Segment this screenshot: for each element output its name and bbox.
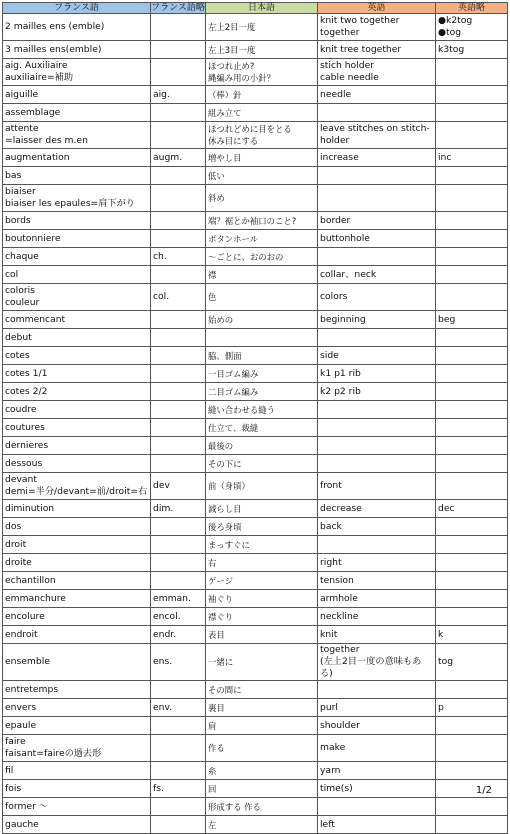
french-cell: dessous [3, 455, 151, 473]
japanese-cell: ゲージ [206, 572, 318, 590]
table-row [3, 500, 508, 518]
english-cell [318, 104, 436, 122]
english-cell: knit tree together [318, 41, 436, 59]
french-abbr-cell [151, 681, 206, 699]
french-abbr-cell [151, 347, 206, 365]
english-abbr-cell [436, 248, 508, 266]
french-cell: attente =laisser des m.en [3, 122, 151, 149]
english-abbr-cell [436, 554, 508, 572]
english-abbr-cell [436, 455, 508, 473]
french-abbr-cell: aig. [151, 86, 206, 104]
french-abbr-cell [151, 365, 206, 383]
english-cell: leave stitches on stitch- holder [318, 122, 436, 149]
french-cell: 2 mailles ens (emble) [3, 14, 151, 41]
french-cell: bords [3, 212, 151, 230]
french-cell: fois [3, 780, 151, 798]
japanese-cell: 二目ゴム編み [206, 383, 318, 401]
english-abbr-cell [436, 383, 508, 401]
french-cell: bas [3, 167, 151, 185]
japanese-cell: 後ろ身頃 [206, 518, 318, 536]
japanese-cell: 回 [206, 780, 318, 798]
japanese-cell: 最後の [206, 437, 318, 455]
french-abbr-cell: dev [151, 473, 206, 500]
french-abbr-cell [151, 735, 206, 762]
table-row [3, 167, 508, 185]
english-abbr-cell: tog [436, 644, 508, 681]
table-row [3, 518, 508, 536]
english-cell [318, 536, 436, 554]
english-cell [318, 401, 436, 419]
english-cell [318, 167, 436, 185]
japanese-cell: 左上2目一度 [206, 14, 318, 41]
japanese-cell: 始めの [206, 311, 318, 329]
header-japanese: 日本語 [206, 3, 318, 14]
english-abbr-cell [436, 572, 508, 590]
french-abbr-cell [151, 329, 206, 347]
japanese-cell: 減らし目 [206, 500, 318, 518]
english-cell [318, 798, 436, 816]
french-abbr-cell [151, 419, 206, 437]
french-abbr-cell: augm. [151, 149, 206, 167]
english-abbr-cell [436, 167, 508, 185]
english-abbr-cell [436, 762, 508, 780]
french-cell: faire faisant=faireの過去形 [3, 735, 151, 762]
english-abbr-cell [436, 86, 508, 104]
french-abbr-cell [151, 762, 206, 780]
table-row [3, 284, 508, 311]
table-row [3, 608, 508, 626]
french-cell: epaule [3, 717, 151, 735]
english-cell: buttonhole [318, 230, 436, 248]
french-cell: former ～ [3, 798, 151, 816]
french-cell: boutonniere [3, 230, 151, 248]
english-abbr-cell [436, 608, 508, 626]
japanese-cell: 表目 [206, 626, 318, 644]
french-cell: coutures [3, 419, 151, 437]
table-row [3, 455, 508, 473]
japanese-cell: 前（身頃） [206, 473, 318, 500]
french-abbr-cell: encol. [151, 608, 206, 626]
japanese-cell: 形成する 作る [206, 798, 318, 816]
english-cell [318, 437, 436, 455]
french-abbr-cell [151, 816, 206, 834]
french-abbr-cell [151, 717, 206, 735]
french-cell: droit [3, 536, 151, 554]
english-abbr-cell: k3tog [436, 41, 508, 59]
english-abbr-cell [436, 122, 508, 149]
french-abbr-cell [151, 212, 206, 230]
table-row [3, 590, 508, 608]
french-abbr-cell [151, 437, 206, 455]
french-abbr-cell [151, 14, 206, 41]
japanese-cell: 組み立て [206, 104, 318, 122]
english-cell: neckline [318, 608, 436, 626]
english-abbr-cell [436, 230, 508, 248]
header-english: 英語 [318, 3, 436, 14]
french-cell: cotes 2/2 [3, 383, 151, 401]
english-cell: colors [318, 284, 436, 311]
english-cell: right [318, 554, 436, 572]
french-cell: cotes 1/1 [3, 365, 151, 383]
japanese-cell: 縫い合わせる縫う [206, 401, 318, 419]
japanese-cell: 仕立て、裁縫 [206, 419, 318, 437]
english-abbr-cell [436, 365, 508, 383]
english-abbr-cell [436, 212, 508, 230]
english-cell: side [318, 347, 436, 365]
french-abbr-cell [151, 41, 206, 59]
english-cell: knit [318, 626, 436, 644]
english-abbr-cell [436, 59, 508, 86]
english-cell: k1 p1 rib [318, 365, 436, 383]
french-abbr-cell [151, 401, 206, 419]
english-abbr-cell [436, 266, 508, 284]
table-row [3, 383, 508, 401]
table-row [3, 536, 508, 554]
french-abbr-cell: env. [151, 699, 206, 717]
french-cell: droite [3, 554, 151, 572]
japanese-cell: まっすぐに [206, 536, 318, 554]
english-cell [318, 681, 436, 699]
table-row [3, 365, 508, 383]
french-cell: dos [3, 518, 151, 536]
french-cell: emmanchure [3, 590, 151, 608]
french-cell: assemblage [3, 104, 151, 122]
french-cell: aiguille [3, 86, 151, 104]
english-abbr-cell: beg [436, 311, 508, 329]
french-abbr-cell [151, 383, 206, 401]
japanese-cell: その間に [206, 681, 318, 699]
french-abbr-cell: ch. [151, 248, 206, 266]
table-row [3, 644, 508, 681]
vocabulary-table [2, 2, 508, 834]
french-abbr-cell [151, 536, 206, 554]
french-cell: col [3, 266, 151, 284]
english-abbr-cell [436, 681, 508, 699]
french-abbr-cell: emman. [151, 590, 206, 608]
english-abbr-cell: p [436, 699, 508, 717]
french-abbr-cell [151, 122, 206, 149]
english-abbr-cell [436, 717, 508, 735]
english-abbr-cell [436, 798, 508, 816]
english-abbr-cell [436, 104, 508, 122]
english-abbr-cell [436, 347, 508, 365]
french-abbr-cell [151, 455, 206, 473]
japanese-cell: （棒）針 [206, 86, 318, 104]
table-row [3, 266, 508, 284]
japanese-cell: 左上3目一度 [206, 41, 318, 59]
french-abbr-cell [151, 104, 206, 122]
french-cell: encolure [3, 608, 151, 626]
english-cell: back [318, 518, 436, 536]
english-cell: needle [318, 86, 436, 104]
english-abbr-cell [436, 401, 508, 419]
english-cell: increase [318, 149, 436, 167]
japanese-cell: 左 [206, 816, 318, 834]
french-cell: coudre [3, 401, 151, 419]
japanese-cell: ほつれ止め? 縄編み用の小針？ [206, 59, 318, 86]
french-abbr-cell: endr. [151, 626, 206, 644]
japanese-cell [206, 329, 318, 347]
japanese-cell: 袖ぐり [206, 590, 318, 608]
english-abbr-cell: inc [436, 149, 508, 167]
english-cell: shoulder [318, 717, 436, 735]
japanese-cell: ～ごとに、おのおの [206, 248, 318, 266]
table-row [3, 554, 508, 572]
table-row [3, 212, 508, 230]
japanese-cell: 作る [206, 735, 318, 762]
table-row [3, 122, 508, 149]
english-abbr-cell [436, 473, 508, 500]
table-row [3, 329, 508, 347]
english-cell: left [318, 816, 436, 834]
english-cell [318, 419, 436, 437]
english-cell: collar、neck [318, 266, 436, 284]
japanese-cell: その下に [206, 455, 318, 473]
french-abbr-cell: fs. [151, 780, 206, 798]
french-abbr-cell: col. [151, 284, 206, 311]
french-abbr-cell [151, 798, 206, 816]
japanese-cell: ほつれどめに目をとる 休み目にする [206, 122, 318, 149]
french-cell: dernieres [3, 437, 151, 455]
french-cell: aig. Auxiliaire auxiliaire=補助 [3, 59, 151, 86]
english-abbr-cell [436, 518, 508, 536]
french-cell: augmentation [3, 149, 151, 167]
english-cell: together (左上2目一度の意味もある) [318, 644, 436, 681]
table-row [3, 437, 508, 455]
french-cell: endroit [3, 626, 151, 644]
japanese-cell: 端？裾とか袖口のこと? [206, 212, 318, 230]
french-cell: coloris couleur [3, 284, 151, 311]
french-abbr-cell [151, 554, 206, 572]
japanese-cell: 襟 [206, 266, 318, 284]
english-abbr-cell [436, 284, 508, 311]
french-cell: entretemps [3, 681, 151, 699]
japanese-cell: 一目ゴム編み [206, 365, 318, 383]
english-cell: purl [318, 699, 436, 717]
table-row [3, 762, 508, 780]
table-row [3, 185, 508, 212]
table-row [3, 626, 508, 644]
french-cell: cotes [3, 347, 151, 365]
english-cell: make [318, 735, 436, 762]
japanese-cell: 一緒に [206, 644, 318, 681]
english-cell: knit two together together [318, 14, 436, 41]
table-row [3, 86, 508, 104]
table-row [3, 14, 508, 41]
table-row [3, 104, 508, 122]
french-cell: gauche [3, 816, 151, 834]
header-english-abbr: 英語略 [436, 3, 508, 14]
english-abbr-cell [436, 816, 508, 834]
french-cell: commencant [3, 311, 151, 329]
page-number: 1/2 [475, 785, 492, 796]
japanese-cell: 低い [206, 167, 318, 185]
table-row [3, 699, 508, 717]
english-cell: beginning [318, 311, 436, 329]
french-cell: fil [3, 762, 151, 780]
english-abbr-cell: dec [436, 500, 508, 518]
french-cell: biaiser biaiser les epaules=肩下がり [3, 185, 151, 212]
english-cell: border [318, 212, 436, 230]
table-row [3, 230, 508, 248]
english-abbr-cell [436, 329, 508, 347]
header-french-abbr: フランス語略 [151, 3, 205, 13]
table-row [3, 717, 508, 735]
table-body [3, 14, 508, 834]
french-cell: echantillon [3, 572, 151, 590]
table-row [3, 311, 508, 329]
english-cell: time(s) [318, 780, 436, 798]
table-row [3, 816, 508, 834]
french-cell: debut [3, 329, 151, 347]
french-abbr-cell [151, 230, 206, 248]
english-cell [318, 329, 436, 347]
table-row [3, 780, 508, 798]
japanese-cell: 斜め [206, 185, 318, 212]
french-cell: envers [3, 699, 151, 717]
french-abbr-cell [151, 572, 206, 590]
japanese-cell: ボタンホール [206, 230, 318, 248]
french-abbr-cell: dim. [151, 500, 206, 518]
english-cell: front [318, 473, 436, 500]
english-cell [318, 455, 436, 473]
japanese-cell: 色 [206, 284, 318, 311]
table-row [3, 419, 508, 437]
japanese-cell: 脇、側面 [206, 347, 318, 365]
english-abbr-cell [436, 536, 508, 554]
french-abbr-cell [151, 311, 206, 329]
japanese-cell: 襟ぐり [206, 608, 318, 626]
english-cell: tension [318, 572, 436, 590]
japanese-cell: 右 [206, 554, 318, 572]
header-french: フランス語 [3, 3, 151, 14]
french-abbr-cell [151, 185, 206, 212]
table-row [3, 149, 508, 167]
japanese-cell: 増やし目 [206, 149, 318, 167]
english-cell: decrease [318, 500, 436, 518]
french-abbr-cell [151, 266, 206, 284]
english-abbr-cell: ●k2tog ●tog [436, 14, 508, 41]
french-abbr-cell [151, 59, 206, 86]
english-abbr-cell [436, 437, 508, 455]
table-row [3, 473, 508, 500]
table-row [3, 572, 508, 590]
french-abbr-cell [151, 518, 206, 536]
english-abbr-cell [436, 185, 508, 212]
table-row [3, 401, 508, 419]
english-abbr-cell [436, 419, 508, 437]
japanese-cell: 裏目 [206, 699, 318, 717]
french-abbr-cell [151, 167, 206, 185]
table-row [3, 347, 508, 365]
english-cell: k2 p2 rib [318, 383, 436, 401]
english-cell [318, 248, 436, 266]
table-row [3, 41, 508, 59]
japanese-cell: 肩 [206, 717, 318, 735]
french-cell: 3 mailles ens(emble) [3, 41, 151, 59]
english-abbr-cell: k [436, 626, 508, 644]
english-cell: armhole [318, 590, 436, 608]
french-cell: ensemble [3, 644, 151, 681]
english-cell: yarn [318, 762, 436, 780]
french-cell: chaque [3, 248, 151, 266]
french-cell: devant demi=半分/devant=前/droit=右 [3, 473, 151, 500]
english-abbr-cell [436, 780, 508, 798]
english-cell: stich holder cable needle [318, 59, 436, 86]
table-row [3, 798, 508, 816]
table-row [3, 248, 508, 266]
french-cell: diminution [3, 500, 151, 518]
header-row [3, 3, 508, 14]
table-row [3, 59, 508, 86]
english-abbr-cell [436, 590, 508, 608]
english-cell [318, 185, 436, 212]
japanese-cell: 糸 [206, 762, 318, 780]
english-abbr-cell [436, 735, 508, 762]
table-row [3, 681, 508, 699]
table-row [3, 735, 508, 762]
french-abbr-cell: ens. [151, 644, 206, 681]
